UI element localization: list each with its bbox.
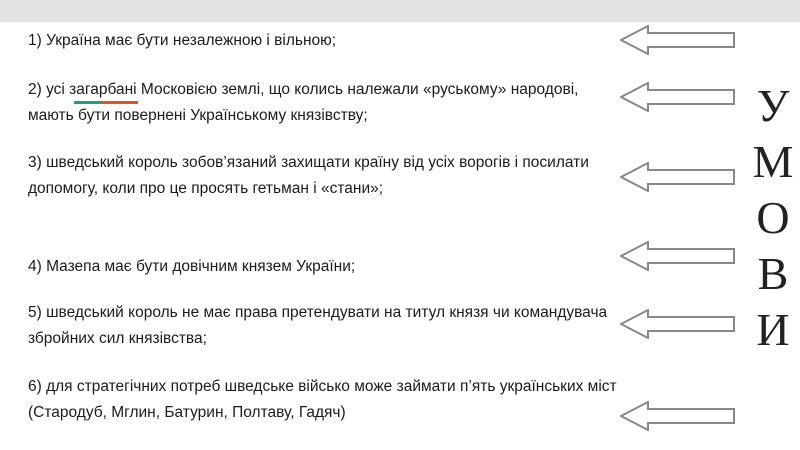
condition-2: 2) усі загарбані Московією землі, що колись належали «руському» народові, мають бути повернені Українському князівству; (28, 81, 579, 124)
vertical-letter: В (757, 248, 789, 299)
condition-4: 4) Мазепа має бути довічним князем України; (28, 258, 356, 275)
left-arrow-icon (620, 241, 736, 271)
underline-teal (74, 101, 102, 104)
condition-3: 3) шведський король зобов’язаний захищати країну від усіх ворогів і посилати допомогу, коли про це просять гетьман і «стани»; (28, 154, 589, 197)
condition-1: 1) Україна має бути незалежною і вільною; (28, 32, 337, 49)
vertical-letter: И (756, 304, 790, 355)
left-arrow-icon (620, 162, 736, 192)
left-arrow-icon (620, 82, 736, 112)
condition-6: 6) для стратегічних потреб шведське військо може займати п’ять українських міст (Стародуб, Мглин, Батурин, Полтаву, Гадяч) (28, 378, 617, 421)
vertical-letter: О (756, 192, 790, 243)
condition-5: 5) шведський король не має права претендувати на титул князя чи командувача збройних сил князівства; (28, 304, 608, 347)
vertical-letter: М (752, 136, 794, 187)
underline-orange (102, 101, 138, 104)
left-arrow-icon (620, 25, 736, 55)
top-bar (0, 0, 800, 22)
left-arrow-icon (620, 309, 736, 339)
vertical-title (748, 78, 798, 358)
vertical-letter: У (756, 80, 790, 131)
left-arrow-icon (620, 401, 736, 431)
